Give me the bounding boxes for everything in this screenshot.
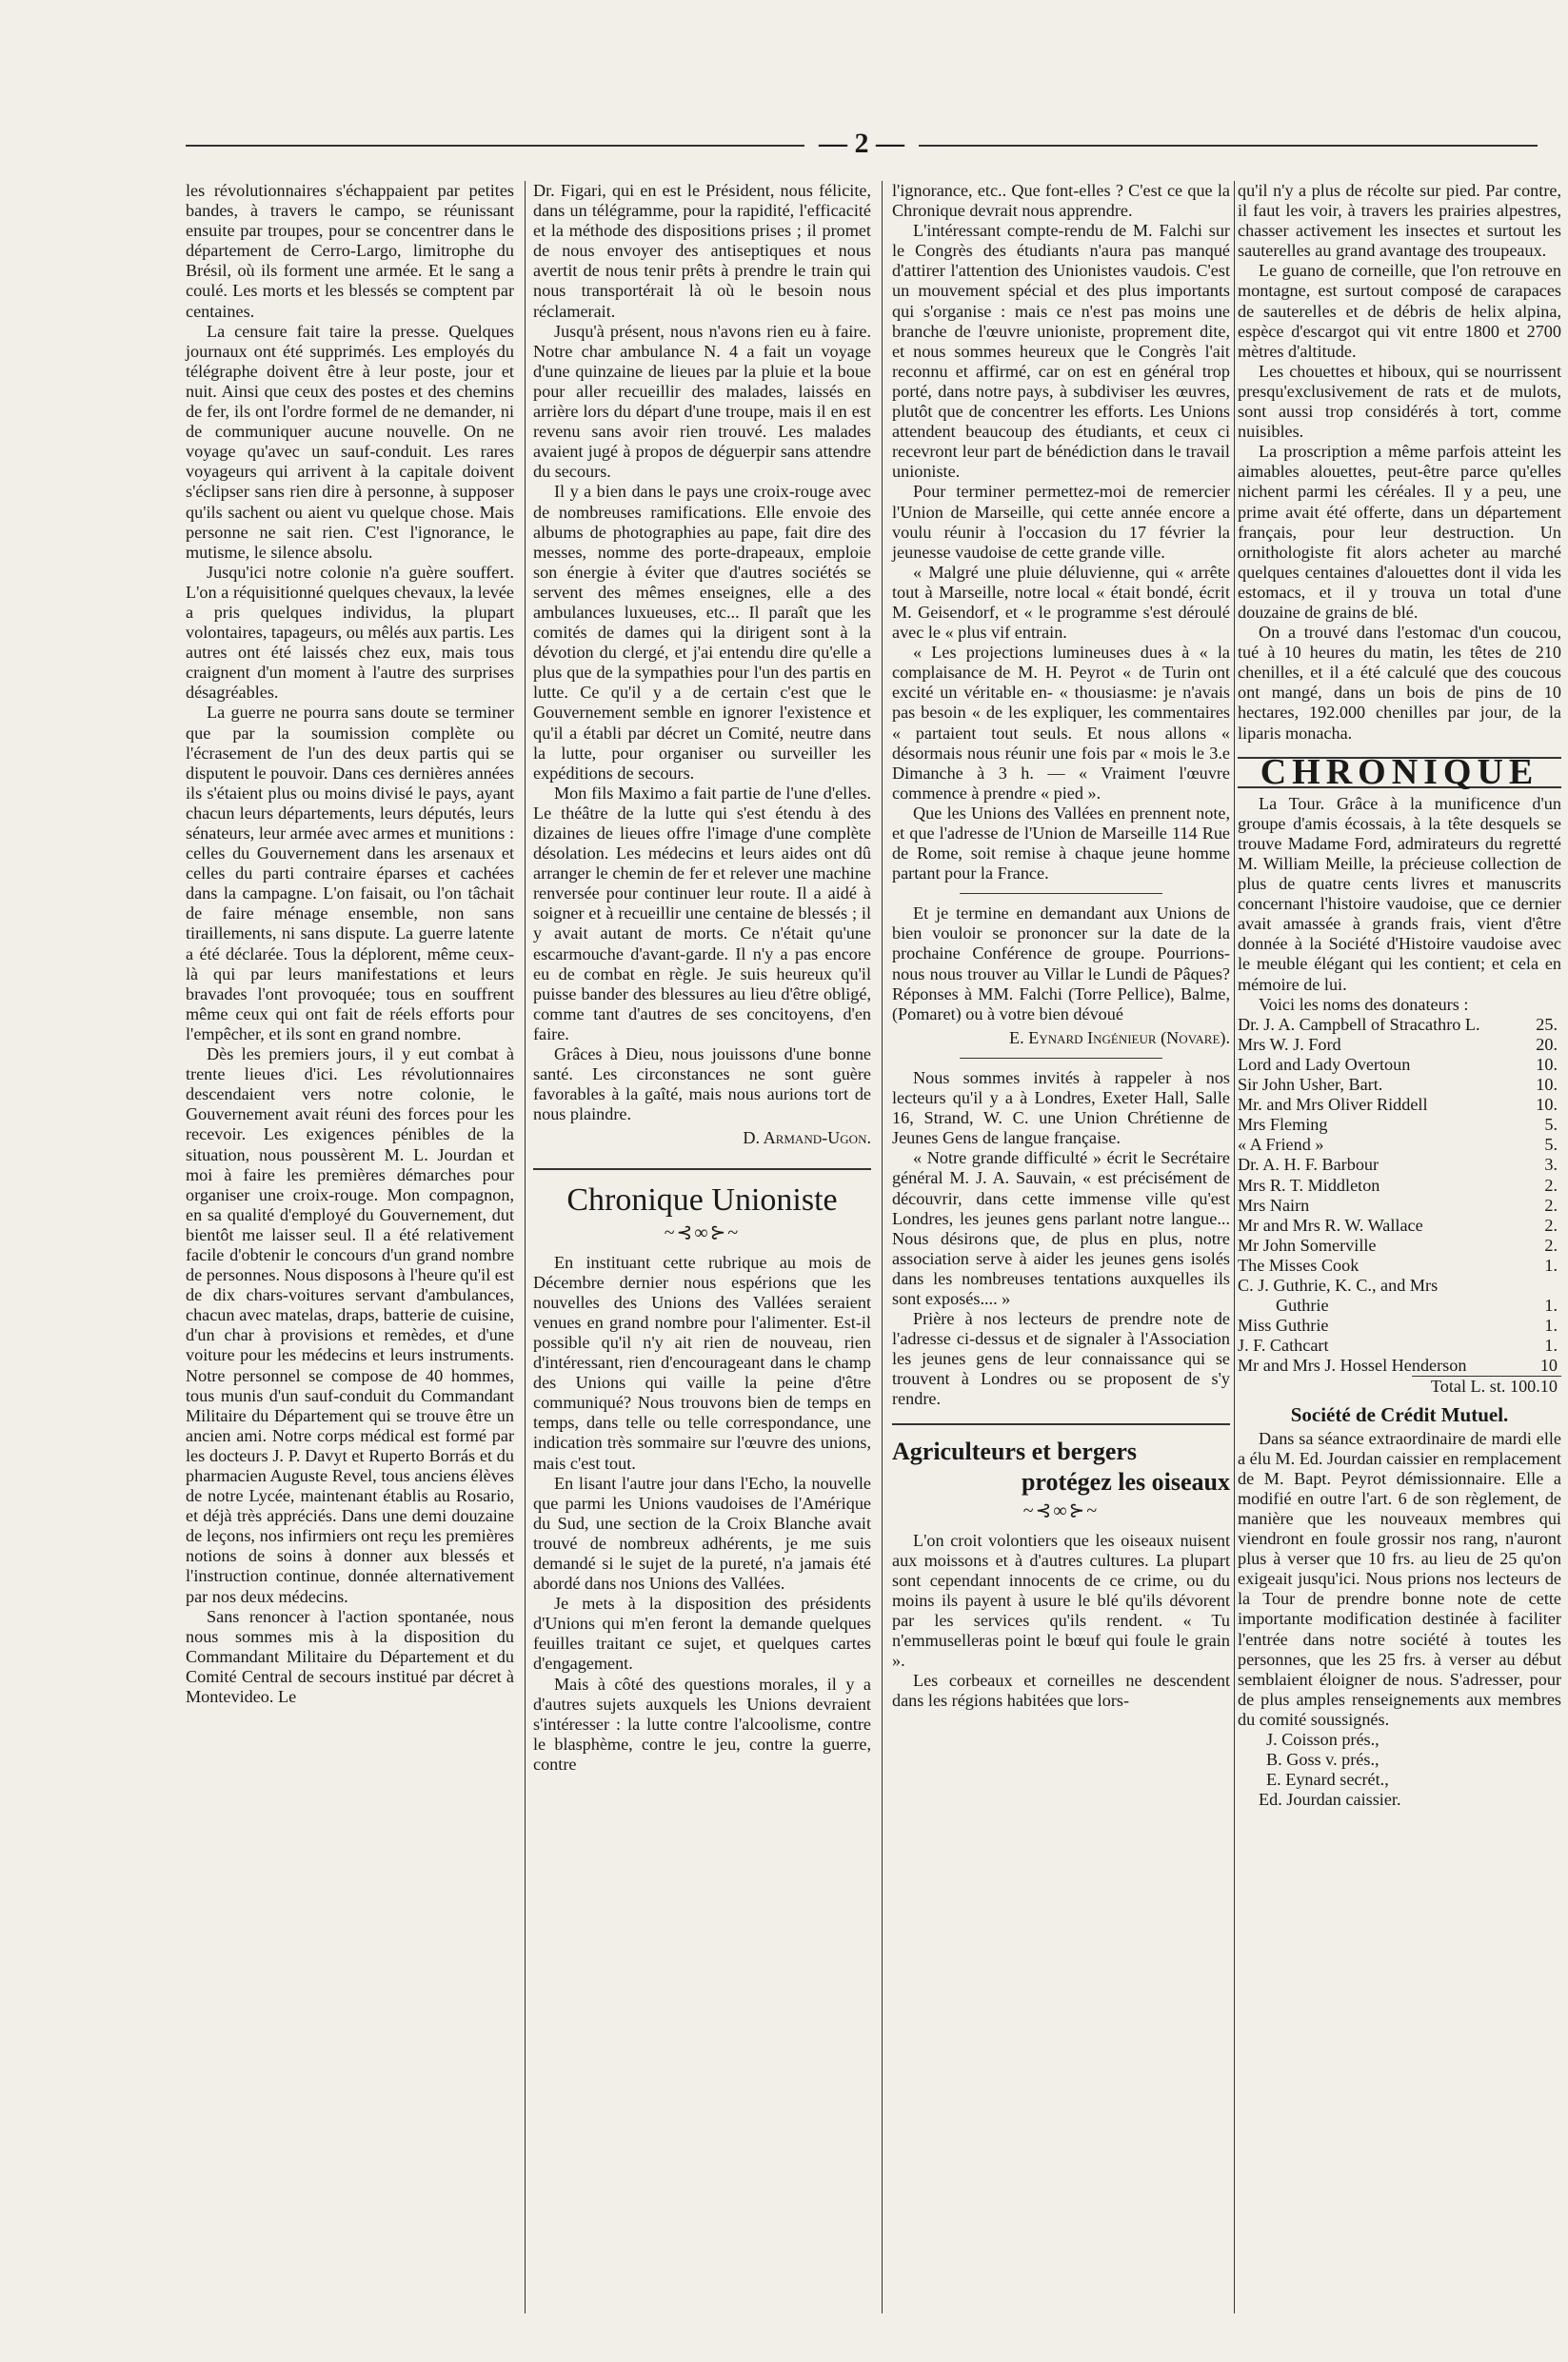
donor-row bbox=[1238, 1276, 1561, 1296]
donor-amount: 5. bbox=[1544, 1135, 1558, 1155]
donor-amount: 3. bbox=[1544, 1155, 1558, 1175]
paragraph: La censure fait taire la presse. Quelques journaux ont été supprimés. Les employés du télégraphe doivent être à leur poste, jour et nuit. Ainsi que ceux des postes et des chemins de fer, ils ont l'ordre formel de ne demander, ni de communiquer aucune nouvelle. On ne voyage qu'avec un sauf-conduit. Les rares voyageurs qui arrivent à la capitale doivent s'éclipser sans rien dire à personne, à supposer qu'ils sachent ou aient vu quelque chose. Mais personne ne sait rien. C'est l'ignorance, le mutisme, le silence absolu. bbox=[186, 321, 514, 562]
donor-name: Mrs R. T. Middleton bbox=[1238, 1175, 1380, 1195]
committee-member: J. Coisson prés., bbox=[1266, 1730, 1379, 1750]
paragraph: les révolutionnaires s'échappaient par petites bandes, à travers le campo, se réunissant ensuite par troupes, pour se concentrer dans le département de Cerro-Largo, limitrophe du Brésil, où ils forment une armée. Et le sang a coulé. Les morts et les blessés se comptent par centaines. bbox=[186, 181, 514, 321]
donor-name: Dr. A. H. F. Barbour bbox=[1238, 1155, 1379, 1175]
article-signature: D. Armand-Ugon. bbox=[743, 1128, 871, 1148]
separator-rule bbox=[960, 893, 1162, 894]
donor-amount: 25. bbox=[1536, 1014, 1558, 1034]
committee-member: B. Goss v. prés., bbox=[1266, 1750, 1379, 1770]
donor-row bbox=[1238, 1196, 1561, 1216]
paragraph: Voici les noms des donateurs : bbox=[1259, 994, 1469, 1014]
donor-name: Lord and Lady Overtoun bbox=[1238, 1054, 1411, 1074]
paragraph: Les corbeaux et corneilles ne descendent dans les régions habitées que lors- bbox=[892, 1671, 1230, 1711]
donor-row bbox=[1238, 1155, 1561, 1175]
committee-member: E. Eynard secrét., bbox=[1266, 1770, 1389, 1790]
paragraph: L'on croit volontiers que les oiseaux nuisent aux moissons et à d'autres cultures. La plupart sont cependant innocents de ce crime, ou du moins ils payent à usure le blé qu'ils dévorent par les services qu'ils rendent. « Tu n'emmuselleras point le bœuf qui foule le grain ». bbox=[892, 1530, 1230, 1671]
paragraph: Dr. Figari, qui en est le Président, nous félicite, dans un télégramme, pour la rapidité, l'efficacité et la méthode des dispositions prises ; il promet de nous envoyer des antiseptiques et nous avertit de nous tenir prêts à prendre le train qui nous transportérait là où le besoin nous réclamerait. bbox=[533, 181, 871, 321]
paragraph: Nous sommes invités à rappeler à nos lecteurs qu'il y a à Londres, Exeter Hall, Salle 16, Strand, W. C. une Union Chrétienne de Jeunes Gens de langue française. bbox=[892, 1067, 1230, 1148]
ornament-divider: ~⊰∞⊱~ bbox=[1022, 1499, 1100, 1521]
paragraph: Les chouettes et hiboux, qui se nourrissent presqu'exclusivement de rats et de mulots, sont aussi trop considérés à tort, comme nuisibles. bbox=[1238, 361, 1561, 442]
donor-total: Total L. st. 100.10 bbox=[1412, 1376, 1561, 1397]
donor-name: Mr. and Mrs Oliver Riddell bbox=[1238, 1095, 1428, 1115]
paragraph: Le guano de corneille, que l'on retrouve en montagne, est surtout composé de carapaces de sauterelles et de débris de helix alpina, espèce d'escargot qui vit entre 1800 et 2700 mètres d'altitude. bbox=[1238, 261, 1561, 361]
donor-row bbox=[1238, 1115, 1561, 1135]
donor-name: C. J. Guthrie, K. C., and Mrs bbox=[1238, 1275, 1439, 1295]
paragraph: En lisant l'autre jour dans l'Echo, la nouvelle que parmi les Unions vaudoises de l'Amérique du Sud, une section de la Croix Blanche avait trouvé de nombreux adhérents, je me suis demandé si le sujet de la pureté, n'a jamais été abordé dans nos Unions des Vallées. bbox=[533, 1473, 871, 1594]
paragraph: Que les Unions des Vallées en prennent note, et que l'adresse de l'Union de Marseille 114 Rue de Rome, soit remise à chaque jeune homme partant pour la France. bbox=[892, 803, 1230, 883]
paragraph: Pour terminer permettez-moi de remercier l'Union de Marseille, qui cette année encore a voulu réunir à l'occasion du 17 février la jeunesse vaudoise de cette grande ville. bbox=[892, 482, 1230, 562]
paragraph: Et je termine en demandant aux Unions de bien vouloir se prononcer sur la date de la prochaine Conférence de groupe. Pourrions-nous nous trouver au Villar le Lundi de Pâques? Réponses à MM. Falchi (Torre Pellice), Balme, (Pomaret) ou à votre bien dévoué bbox=[892, 903, 1230, 1023]
header-rule-right bbox=[919, 145, 1538, 147]
paragraph: La guerre ne pourra sans doute se terminer que par la soumission complète ou l'écrasement de l'un des deux partis qui se disputent le pouvoir. Dans ces dernières années ils s'étaient plus ou moins divisé le pays, ayant chacun leurs départements, leurs députés, leurs sénateurs, leur armée avec armes et munitions : celles du Gouvernement dans les arsenaux et celles du parti contraire éparses et cachées dans la campagne. L'on faisait, ou l'on tâchait de faire ménage ensemble, non sans tiraillements, ni sans dispute. La guerre latente a été déclarée. Tous la déplorent, même ceux-là qui par leurs manifestations et leurs bravades l'ont provoquée; tous en souffrent même ceux qui ont fait de réels efforts pour l'empêcher, et ils sont en grand nombre. bbox=[186, 703, 514, 1043]
paragraph: On a trouvé dans l'estomac d'un coucou, tué à 10 heures du matin, les têtes de 210 chenilles, et il a été calculé que des coucous ont mangé, dans un bois de pins de 10 hectares, 192.000 chenilles par jour, de la liparis monacha. bbox=[1238, 623, 1561, 743]
donor-name: Sir John Usher, Bart. bbox=[1238, 1075, 1383, 1095]
paragraph: Jusqu'à présent, nous n'avons rien eu à faire. Notre char ambulance N. 4 a fait un voyage d'une quinzaine de lieues par la pluie et la boue pour aller recueillir des malades, laissés en arrière lors du départ d'une troupe, mais il en est revenu sans avoir rien trouvé. Les malades avaient jugé à propos de déguerpir sans attendre du secours. bbox=[533, 321, 871, 482]
donor-row bbox=[1238, 1256, 1561, 1276]
committee-member: Ed. Jourdan caissier. bbox=[1259, 1790, 1401, 1810]
separator-rule bbox=[960, 1058, 1162, 1059]
column-1 bbox=[186, 181, 514, 1707]
paragraph: Sans renoncer à l'action spontanée, nous nous sommes mis à la disposition du Commandant Militaire du Département et du Comité Central de secours institué par décret à Montevideo. Le bbox=[186, 1606, 514, 1707]
donor-row bbox=[1238, 1216, 1561, 1236]
column-2 bbox=[533, 181, 871, 1775]
column-4 bbox=[1238, 181, 1561, 1810]
donor-row bbox=[1238, 1316, 1561, 1336]
donor-row bbox=[1238, 1075, 1561, 1095]
paragraph: « Malgré une pluie déluvienne, qui « arrête tout à Marseille, notre local « était bondé, écrit M. Geisendorf, et « le programme s'est déroulé avec le « plus vif entrain. bbox=[892, 562, 1230, 643]
donor-name: Mrs Fleming bbox=[1238, 1115, 1328, 1135]
donor-row bbox=[1238, 1336, 1561, 1356]
donor-amount: 1. bbox=[1544, 1255, 1558, 1275]
page-number: — 2 — bbox=[819, 128, 904, 159]
donor-name: Dr. J. A. Campbell of Stracathro L. bbox=[1238, 1014, 1480, 1034]
donor-amount bbox=[1558, 1276, 1561, 1296]
donor-name: Mrs Nairn bbox=[1238, 1195, 1310, 1215]
donor-name: J. F. Cathcart bbox=[1238, 1336, 1329, 1356]
donor-amount: 2. bbox=[1544, 1175, 1558, 1195]
page-header bbox=[186, 122, 1538, 160]
donor-amount: 1. bbox=[1544, 1316, 1558, 1336]
donor-amount: 1. bbox=[1544, 1296, 1558, 1316]
donor-name: Mr and Mrs R. W. Wallace bbox=[1238, 1215, 1423, 1235]
donor-name: Miss Guthrie bbox=[1238, 1316, 1329, 1336]
donor-name: The Misses Cook bbox=[1238, 1255, 1360, 1275]
donor-row bbox=[1238, 1356, 1561, 1376]
ornament-divider: ~⊰∞⊱~ bbox=[664, 1221, 741, 1243]
donor-name: Mr and Mrs J. Hossel Henderson bbox=[1238, 1356, 1467, 1376]
paragraph: Grâces à Dieu, nous jouissons d'une bonne santé. Les circonstances ne sont guère favorables à la gaîté, mais nous aurions tort de nous plaindre. bbox=[533, 1044, 871, 1124]
paragraph: l'ignorance, etc.. Que font-elles ? C'est ce que la Chronique devrait nous apprendre. bbox=[892, 181, 1230, 221]
donor-row bbox=[1238, 1135, 1561, 1155]
donor-amount: 10 bbox=[1539, 1356, 1558, 1376]
donor-row bbox=[1238, 1095, 1561, 1115]
paragraph: Il y a bien dans le pays une croix-rouge avec de nombreuses ramifications. Elle envoie des albums de photographies au pape, fait dire des messes, nomme des porte-drapeaux, emploie son énergie à éviter que d'autres sociétés se servent des mêmes enseignes, elle a des ambulances luxueuses, etc... Il paraît que les comités de dames qui la dirigent sont à la dévotion du clergé, et j'ai entendu dire qu'elle a plus que de la sympathies pour l'un des partis en lutte. Ce qu'il y a de certain c'est que le Gouvernement semble en ignorer l'existence et qu'il a établi par décret un Comité, neutre dans la lutte, pour organiser ou surveiller les expéditions de secours. bbox=[533, 482, 871, 783]
donor-amount: 10. bbox=[1536, 1095, 1558, 1115]
donor-amount: 20. bbox=[1536, 1034, 1558, 1054]
donor-amount: 1. bbox=[1544, 1336, 1558, 1356]
section-title-chronique: CHRONIQUE bbox=[1238, 757, 1561, 788]
paragraph: La proscription a même parfois atteint les aimables alouettes, peut-être parce qu'elles nichent parmi les céréales. Il y a peu, une prime avait été offerte, dans un département français, pour leur destruction. Un ornithologiste fit alors acheter au marché quelques centaines d'alouettes dont il vida les estomacs, et il y trouva un total d'une douzaine de grains de blé. bbox=[1238, 442, 1561, 622]
donor-row bbox=[1238, 1035, 1561, 1055]
section-title-chronique-unioniste: Chronique Unioniste bbox=[533, 1168, 871, 1221]
donor-amount: 2. bbox=[1544, 1195, 1558, 1215]
donor-row bbox=[1238, 1015, 1561, 1035]
section-rule bbox=[892, 1423, 1230, 1425]
paragraph: Prière à nos lecteurs de prendre note de l'adresse ci-dessus et de signaler à l'Association les jeunes gens de leur connaissance qui se trouvent à Londres ou se proposent de s'y rendre. bbox=[892, 1309, 1230, 1409]
paragraph: « Les projections lumineuses dues à « la complaisance de M. H. Peyrot « de Turin ont excité un véritable en- « thousiasme: je n'avais pas besoin « de les expliquer, les commentaires « partaient tout seuls. Et nous allons « désormais nous réunir une fois par « mois le 3.e Dimanche à 3 h. — « Vraiment l'œuvre commence à prendre « pied ». bbox=[892, 643, 1230, 803]
column-divider bbox=[1234, 181, 1235, 2313]
column-3 bbox=[892, 181, 1230, 1711]
section-subtitle-oiseaux: protégez les oiseaux bbox=[1021, 1467, 1230, 1496]
donor-amount: 5. bbox=[1544, 1115, 1558, 1135]
paragraph: L'intéressant compte-rendu de M. Falchi sur le Congrès des étudiants n'aura pas manqué d'attirer l'attention des Unionistes vaudois. C'est un mouvement spécial et des plus importants qui s'organise : mais ce n'est pas moins une branche de l'œuvre unioniste, proprement dite, et nous sommes heureux que le Congrès l'ait reconnu et affirmé, car on est en général trop porté, dans notre pays, à subdiviser les œuvres, plutôt que de concentrer les efforts. Les Unions attendent beaucoup des étudiants, et ceux ci recevront leur part de bénédiction dans le travail unioniste. bbox=[892, 221, 1230, 482]
donor-amount: 10. bbox=[1536, 1054, 1558, 1074]
paragraph: En instituant cette rubrique au mois de Décembre dernier nous espérions que les nouvelles des Unions des Vallées seraient venues en grand nombre pour l'alimenter. Est-il possible qu'il n'y ait rien de nouveau, rien d'intéressant, rien d'encourageant dans le champ des Unions qui vaille la peine d'être communiqué? Nous trouvons bien de temps en temps, dans telle ou telle correspondance, une indication très sommaire sur l'œuvre des unions, mais c'est tout. bbox=[533, 1252, 871, 1473]
donor-list bbox=[1238, 1015, 1561, 1398]
column-divider bbox=[525, 181, 526, 2313]
paragraph: qu'il n'y a plus de récolte sur pied. Par contre, il faut les voir, à travers les prairies alpestres, chasser activement les insectes et surtout les sauterelles au grand avantage des troupeaux. bbox=[1238, 181, 1561, 261]
column-divider bbox=[882, 181, 883, 2313]
donor-name: Mr John Somerville bbox=[1238, 1235, 1377, 1255]
donor-row bbox=[1238, 1236, 1561, 1256]
paragraph: Mon fils Maximo a fait partie de l'une d'elles. Le théâtre de la lutte qui s'est étendu à des dizaines de lieues offre l'image d'une complète désolation. Les médecins et leurs aides ont dû arranger le chemin de fer et relever une machine renversée pour continuer leur route. Il a aidé à soigner et à recueillir une centaine de blessés ; il y avait autant de morts. Ce n'était qu'une escarmouche d'avant-garde. Il n'y a pas encore eu de combat en règle. Je suis heureux qu'il puisse bander des blessures au lieu d'être obligé, comme tant d'autres de ses concitoyens, d'en faire. bbox=[533, 783, 871, 1043]
section-title-credit-mutuel: Société de Crédit Mutuel. bbox=[1290, 1402, 1509, 1426]
paragraph: La Tour. Grâce à la munificence d'un groupe d'amis écossais, à la tête desquels se trouve Madame Ford, admirateurs du regretté M. William Meille, la précieuse collection de plus de quatre cents livres et manuscrits concernant l'histoire vaudoise, que ce dernier avait amassée à grands frais, vient d'être donnée à la Société d'Histoire vaudoise avec le meuble élégant qui les contient; et cela en mémoire de lui. bbox=[1238, 793, 1561, 994]
donor-amount: 10. bbox=[1536, 1075, 1558, 1095]
paragraph: Dès les premiers jours, il y eut combat à trente lieues d'ici. Les révolutionnaires descendaient vers notre colonie, le Gouvernement avait réuni des forces pour les recevoir. Les exigences pénibles de la situation, nous poussèrent M. L. Jourdan et moi à faire les premières démarches pour organiser une croix-rouge. Mon compagnon, en sa qualité d'employé du Gouvernement, dut bientôt me laisser seul. Il a été relativement facile d'obtenir le concours d'un grand nombre de personnes. Nous disposons à l'heure qu'il est de dix chars-voitures servant d'ambulances, chacun avec matelas, draps, batterie de cuisine, d'un char à provisions et remèdes, et d'une voiture pour les médecins et leurs instruments. Notre personnel se compose de 40 hommes, tous munis d'un sauf-conduit du Commandant Militaire du Département qui se trouve être un ancien ami. Notre corps médical est formé par les docteurs J. P. Davyt et Ruperto Borrás et du pharmacien Auguste Revel, tous anciens élèves de notre Lycée, maintenant établis au Rosario, et déjà très appréciés. Dans une demi douzaine de leçons, nos infirmiers ont reçu les premières notions de soins à donner aux blessés et l'instruction continue, donnée alternativement par nos deux médecins. bbox=[186, 1044, 514, 1606]
paragraph: Jusqu'ici notre colonie n'a guère souffert. L'on a réquisitionné quelques chevaux, la levée a pris quelques individus, la plupart volontaires, tapageurs, ou mêlés aux partis. Les autres ont été laissés chez eux, mais tous craignent d'un moment à l'autre des surprises désagréables. bbox=[186, 562, 514, 703]
donor-row bbox=[1238, 1296, 1561, 1316]
paragraph: Je mets à la disposition des présidents d'Unions qui m'en feront la demande quelques feuilles traitant ce sujet, et quelques cartes d'engagement. bbox=[533, 1594, 871, 1674]
donor-amount: 2. bbox=[1544, 1215, 1558, 1235]
donor-row bbox=[1238, 1055, 1561, 1075]
donor-row bbox=[1238, 1176, 1561, 1196]
article-signature: E. Eynard Ingénieur (Novare). bbox=[1008, 1027, 1230, 1047]
donor-name: Mrs W. J. Ford bbox=[1238, 1034, 1341, 1054]
donor-name: Guthrie bbox=[1276, 1296, 1329, 1316]
paragraph: Mais à côté des questions morales, il y a d'autres sujets auxquels les Unions devraient s'intéresser : la lutte contre l'alcoolisme, contre le blasphème, contre le jeu, contre la guerre, contre bbox=[533, 1674, 871, 1774]
paragraph: Dans sa séance extraordinaire de mardi elle a élu M. Ed. Jourdan caissier en remplacement de M. Bapt. Peyrot démissionnaire. Elle a modifié en outre l'art. 6 de son règlement, de manière que les nouveaux membres qui viendront en foule grossir nos rang, n'auront plus à verser que 10 frs. au lieu de 25 qu'on exigeait jusqu'ici. Nous prions nos lecteurs de la Tour de prendre bonne note de cette importante modification destinée à faciliter l'entrée dans notre société à toutes les personnes, que les 25 frs. à verser au début semblaient éloigner de nous. S'adresser, pour de plus amples renseignements aux membres du comité soussignés. bbox=[1238, 1428, 1561, 1729]
donor-name: « A Friend » bbox=[1238, 1135, 1324, 1155]
paragraph: « Notre grande difficulté » écrit le Secrétaire général M. J. A. Sauvain, « est précisément de découvrir, dans cette immense ville qu'est Londres, les jeunes gens parlant notre langue... Nous désirons que, de plus en plus, notre association serve à aider les jeunes gens isolés dans les nombreuses tentations auxquelles ils sont exposés.... » bbox=[892, 1148, 1230, 1308]
section-title-agriculteurs: Agriculteurs et bergers bbox=[892, 1437, 1138, 1465]
donor-amount: 2. bbox=[1544, 1235, 1558, 1255]
